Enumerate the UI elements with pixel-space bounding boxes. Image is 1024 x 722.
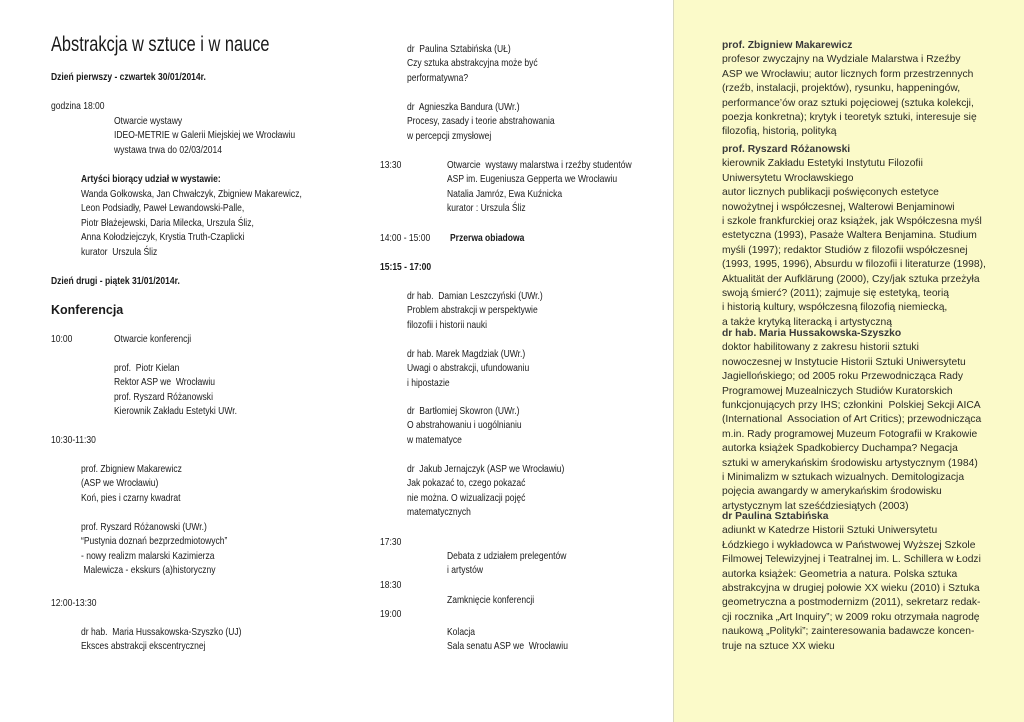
student-exhibition: Otwarcie wystawy malarstwa i rzeźby studentów ASP im. Eugeniusza Gepperta we Wrocławiu Natalia Jamróz, Ewa Kuźnicka kurator : Urszula Śliz <box>447 160 632 215</box>
session-time: 15:15 - 17:00 <box>380 262 432 273</box>
bio-text: profesor zwyczajny na Wydziale Malarstwa i Rzeźby ASP we Wrocławiu; autor licznych form przestrzennych (rzeźb, instalacji, projektów), rysunku, happeningów, performance’ów oraz sztuki pojęciowej (sztuka kolekcji, poezja konkretna); krytyk i teoretyk sztuki, interesuje się filozofią, historią, polityką <box>722 54 977 138</box>
session-time: 13:30 <box>380 160 402 171</box>
talk-entry: dr Paulina Sztabińska (UŁ) Czy sztuka abstrakcyjna może być performatywna? <box>407 44 538 84</box>
bio-name: prof. Zbigniew Makarewicz <box>722 40 853 51</box>
session-time: 12:00-13:30 <box>51 598 97 609</box>
talk-entry: dr hab. Marek Magdziak (UWr.) Uwagi o abstrakcji, ufundowaniu i hipostazie <box>407 349 530 389</box>
dinner: Kolacja Sala senatu ASP we Wrocławiu <box>447 627 568 653</box>
artists-heading: Artyści biorący udział w wystawie: <box>81 174 221 185</box>
session-time: 10:00 <box>51 334 73 345</box>
bio-text: doktor habilitowany z zakresu historii sztuki nowoczesnej w Instytucie Historii Sztuki Uniwersytetu Jagiellońskiego; od 2005 roku Przewodnicząca Rady Programowej Muzealniczych Studiów Kuratorskich funkcjonujących przy IHS; członkini Polskiej Sekcji AICA (International Association of Art Critics); przewodnicząca m.in. Rady programowej Muzeum Fotografii w Krakowie autorka książek Spadkobiercy Duchampa? Negacja sztuki w amerykańskim środowisku artystycznym (1984) i Minimalizm w sztukach wizualnych. Demitologizacja pojęcia awangardy w amerykańskim środowisku artystycznym lat sześćdziesiątych (2003) <box>722 342 982 512</box>
session-time: 19:00 <box>380 609 402 620</box>
session-speakers: prof. Piotr Kielan Rektor ASP we Wrocławiu prof. Ryszard Różanowski Kierownik Zakładu Estetyki UWr. <box>114 363 237 418</box>
closing: Zamknięcie konferencji <box>447 595 535 606</box>
talk-entry: dr hab. Damian Leszczyński (UWr.) Problem abstrakcji w perspektywie filozofii i historii nauki <box>407 291 543 331</box>
bio-name: dr hab. Maria Hussakowska-Szyszko <box>722 328 902 339</box>
talk-entry: prof. Ryszard Różanowski (UWr.) “Pustynia doznań bezprzedmiotowych” - nowy realizm malarski Kazimierza Malewicza - ekskurs (a)historyczny <box>81 522 228 577</box>
bio-makarewicz <box>722 39 984 140</box>
artists-list: Wanda Gołkowska, Jan Chwałczyk, Zbigniew Makarewicz, Leon Podsiadły, Paweł Lewandowski-Palle, Piotr Błażejewski, Daria Milecka, Urszula Śliz, Anna Kołodziejczyk, Krystia Truth-Czaplicki kurator Urszula Śliz <box>81 189 302 258</box>
bio-hussakowska <box>722 327 984 514</box>
day2-heading: Dzień drugi - piątek 31/01/2014r. <box>51 276 180 287</box>
bio-text: kierownik Zakładu Estetyki Instytutu Filozofii Uniwersytetu Wrocławskiego autor licznych publikacji poświęconych estetyce nowożytnej i współczesnej, Walterowi Benjaminowi i szkole frankfurckiej oraz książek, jak Współczesna myśl estetyczna (1993), Pasaże Waltera Benjamina. Studium myśli (1997); redaktor Studiów z filozofii współczesnej (1993, 1995, 1996), Absurdu w filozofii i literaturze (1998), Aktualität der Aufklärung (2000), Czy/jak sztuka przeżyła swoją śmierć? (2011); zajmuje się estetyką, teorią i historią kultury, współczesną filozofią niemiecką, a także krytyką literacką i artystyczną <box>722 158 986 328</box>
talk-entry: dr hab. Maria Hussakowska-Szyszko (UJ) Eksces abstrakcji ekscentrycznej <box>81 627 242 653</box>
session-time: 17:30 <box>380 537 402 548</box>
session-time: 10:30-11:30 <box>51 435 96 446</box>
talk-entry: prof. Zbigniew Makarewicz (ASP we Wrocławiu) Koń, pies i czarny kwadrat <box>81 464 182 504</box>
bio-name: dr Paulina Sztabińska <box>722 511 829 522</box>
talk-entry: dr Jakub Jernajczyk (ASP we Wrocławiu) Jak pokazać to, czego pokazać nie można. O wizualizacji pojęć matematycznych <box>407 464 565 519</box>
bio-name: prof. Ryszard Różanowski <box>722 144 851 155</box>
page-title: Abstrakcja w sztuce i w nauce <box>51 33 270 56</box>
talk-entry: dr Bartłomiej Skowron (UWr.) O abstrahowaniu i uogólnianiu w matematyce <box>407 406 522 446</box>
session-time: 18:30 <box>380 580 402 591</box>
lunch-break: Przerwa obiadowa <box>450 233 525 244</box>
session-time: 14:00 - 15:00 <box>380 233 431 244</box>
exhibition-opening: Otwarcie wystawy IDEO-METRIE w Galerii Miejskiej we Wrocławiu wystawa trwa do 02/03/2014 <box>114 116 296 156</box>
day1-time: godzina 18:00 <box>51 101 105 112</box>
bio-text: adiunkt w Katedrze Historii Sztuki Uniwersytetu Łódzkiego i wykładowca w Państwowej Wyższej Szkole Filmowej Telewizyjnej i Teatralnej im. L. Schillera w Łodzi autorka książek: Geometria a natura. Polska sztuka abstrakcyjna w drugiej połowie XX wieku (2010) i Sztuka geometryczna a postmodernizm (2011), sekretarz redak- cji rocznika „Art Inquiry”; w 2009 roku otrzymała nagrodę naukową „Polityki”; zainteresowania badawcze koncen- truje na sztuce XX wieku <box>722 525 981 652</box>
bio-rozanowski <box>722 143 984 330</box>
bio-sztabinska <box>722 510 984 654</box>
talk-entry: dr Agnieszka Bandura (UWr.) Procesy, zasady i teorie abstrahowania w percepcji zmysłowej <box>407 102 555 142</box>
session-title: Otwarcie konferencji <box>114 334 192 345</box>
day1-heading: Dzień pierwszy - czwartek 30/01/2014r. <box>51 72 206 83</box>
conference-heading: Konferencja <box>51 303 124 317</box>
debate: Debata z udziałem prelegentów i artystów <box>447 551 567 577</box>
